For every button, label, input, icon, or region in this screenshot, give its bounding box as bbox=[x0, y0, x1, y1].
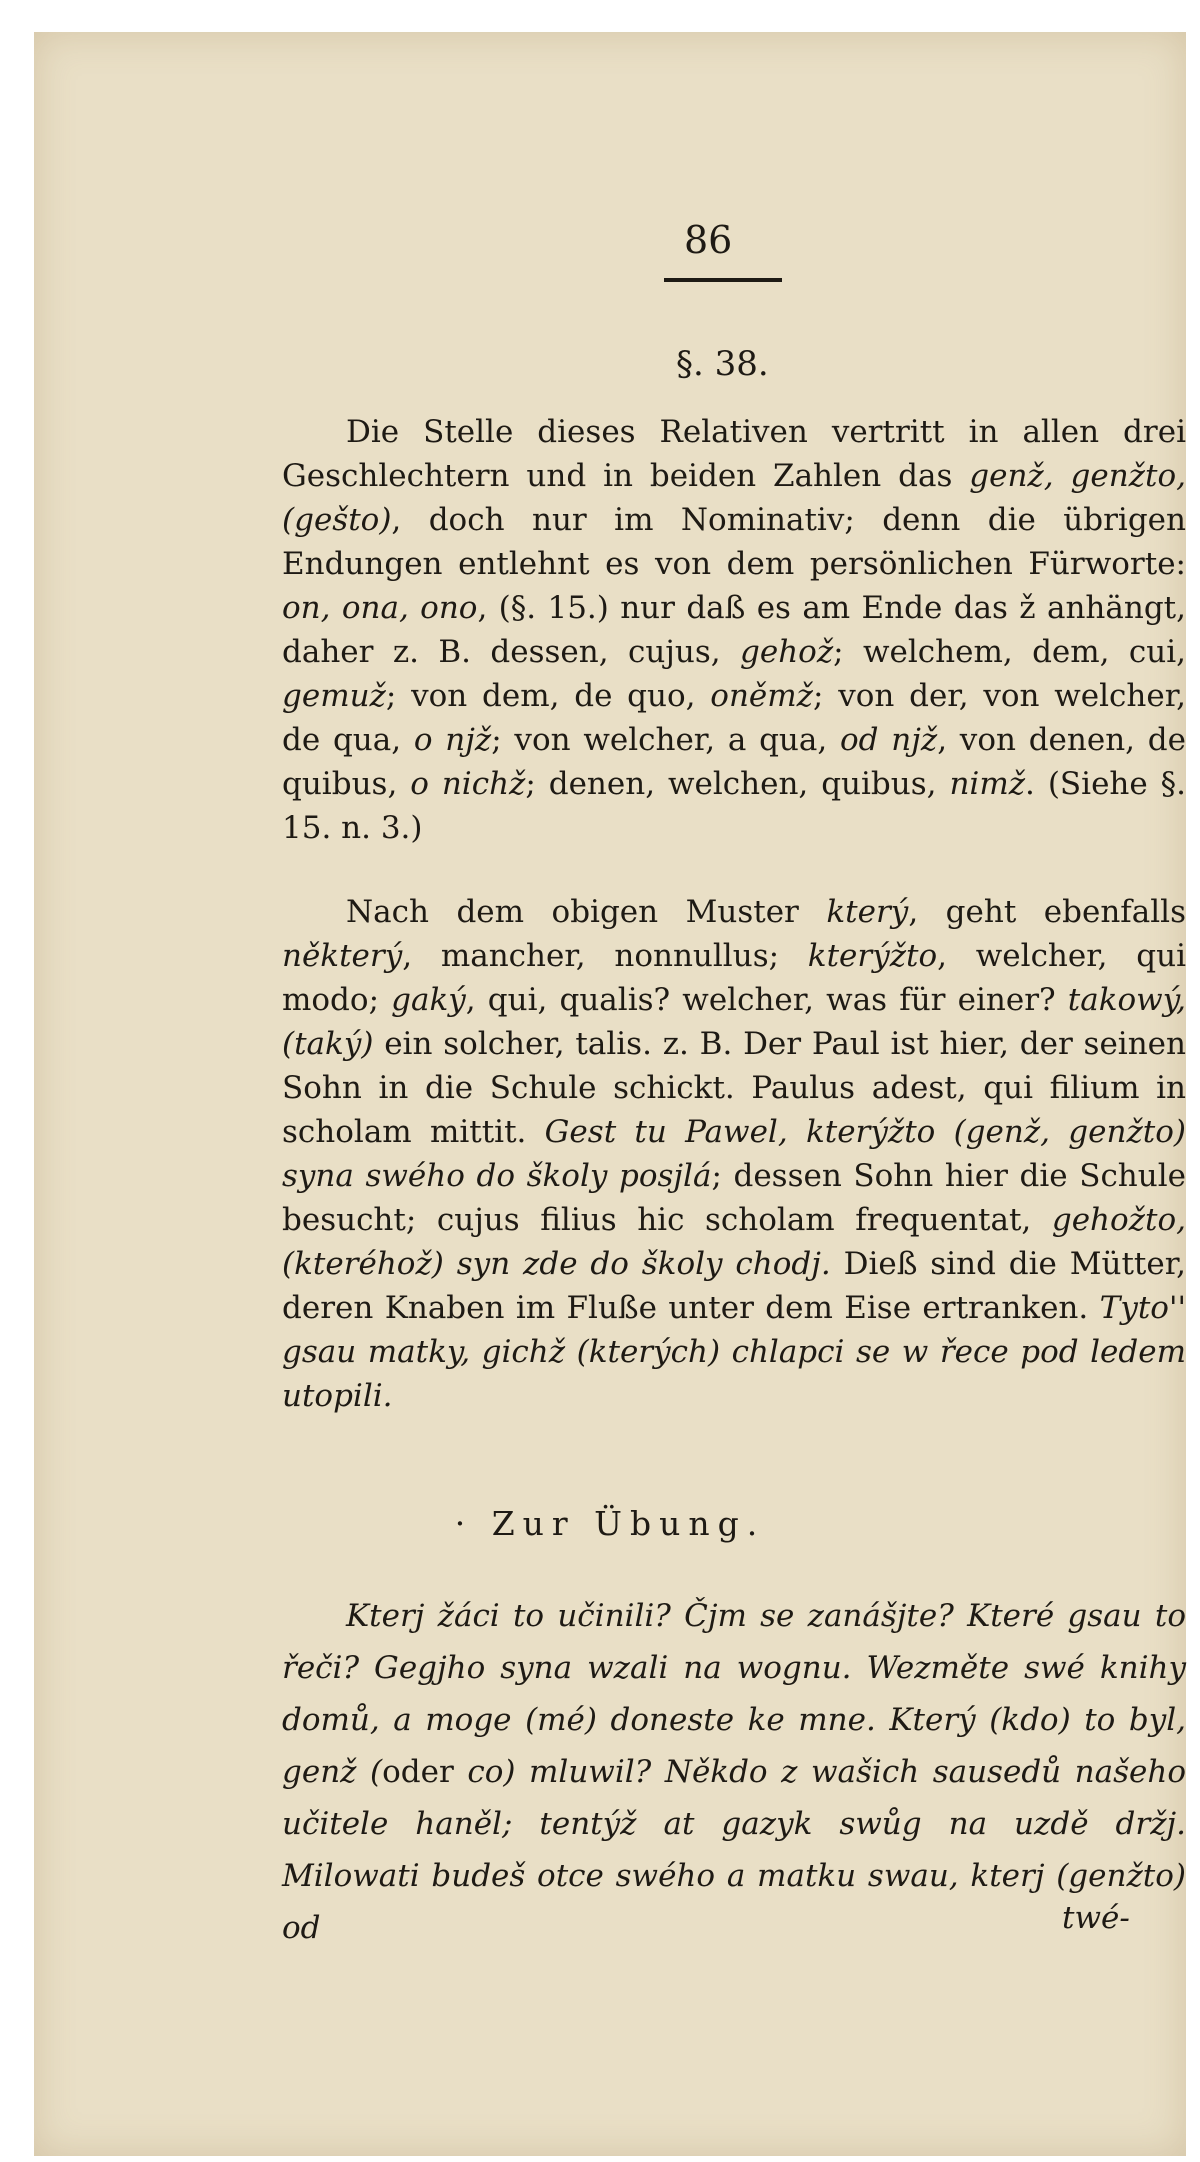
text-segment: ; von der, von welcher, de qua, bbox=[282, 678, 1186, 758]
text-segment: oder bbox=[382, 1754, 454, 1790]
text-segment: . (Siehe §. 15. n. 3.) bbox=[282, 766, 1187, 846]
text-segment: Nach dem obigen Muster bbox=[346, 894, 827, 930]
page-number: 86 bbox=[684, 218, 733, 262]
czech-term: který bbox=[826, 894, 909, 930]
czech-example: Gest tu Pawel, kterýžto (genž, genžto) syna swého do školy posjlá bbox=[282, 1114, 1186, 1194]
text-segment: ; von welcher, a qua, bbox=[491, 722, 840, 758]
book-page bbox=[34, 32, 1186, 2156]
czech-term: gehož bbox=[740, 634, 834, 670]
section-number: §. 38. bbox=[676, 344, 769, 384]
text-segment: ; von dem, de quo, bbox=[385, 678, 711, 714]
text-segment: ; dessen Sohn hier die Schule besucht; cujus filius hic scholam frequentat, bbox=[282, 1158, 1186, 1238]
czech-term: genž, genžto, (gešto) bbox=[282, 458, 1186, 538]
paragraph-relative-pronoun bbox=[282, 410, 1186, 850]
czech-term: od njž bbox=[840, 722, 938, 758]
czech-term: kterýžto bbox=[807, 938, 938, 974]
text-segment: , (§. 15.) nur daß es am Ende das ž anhängt, daher z. B. dessen, cujus, bbox=[282, 590, 1186, 670]
czech-term: gaký bbox=[391, 982, 466, 1018]
text-segment: co) mluwil? Někdo z wašich sausedů našeho učitele haněl; tentýž at gazyk swůg na uzdě držj. Milowati budeš otce swého a matku swau, kterj (genžto) od bbox=[282, 1754, 1186, 1946]
czech-term: o njž bbox=[413, 722, 492, 758]
text-segment: Dieß sind die Mütter, deren Knaben im Fluße unter dem Eise ertranken. bbox=[282, 1246, 1186, 1326]
text-segment: , mancher, nonnullus; bbox=[402, 938, 808, 974]
text-segment: ; welchem, dem, cui, bbox=[833, 634, 1187, 670]
paragraph-examples bbox=[282, 890, 1186, 1418]
czech-term: takowý, (taký) bbox=[282, 982, 1186, 1062]
text-segment: Kterj žáci to učinili? Čjm se zanášjte? Které gsau to řeči? Gegjho syna wzali na wognu. Wezměte swé knihy domů, a moge (mé) doneste ke mne. Který (kdo) to byl, genž ( bbox=[282, 1598, 1186, 1790]
czech-example: gehožto, (kteréhož) syn zde do školy chodj. bbox=[282, 1202, 1186, 1282]
catchword: twé- bbox=[1062, 1900, 1130, 1936]
czech-term: oněmž bbox=[710, 678, 813, 714]
text-segment: Die Stelle dieses Relativen vertritt in allen drei Geschlechtern und in beiden Zahlen das bbox=[282, 414, 1186, 494]
exercise-heading: · Zur Übung. bbox=[454, 1504, 766, 1543]
text-segment: , qui, qualis? welcher, was für einer? bbox=[465, 982, 1068, 1018]
exercise-text bbox=[282, 1590, 1186, 1954]
text-segment: , von denen, de quibus, bbox=[282, 722, 1186, 802]
czech-term: gemuž bbox=[282, 678, 386, 714]
czech-term: nimž bbox=[949, 766, 1026, 802]
czech-example: Tyto'' gsau matky, gichž (kterých) chlapci se w řece pod ledem utopili. bbox=[282, 1290, 1186, 1414]
text-segment: , geht ebenfalls bbox=[908, 894, 1186, 930]
text-segment: ; denen, welchen, quibus, bbox=[525, 766, 950, 802]
text-segment: , welcher, qui modo; bbox=[282, 938, 1186, 1018]
czech-term: on, ona, ono bbox=[282, 590, 478, 626]
text-segment: , doch nur im Nominativ; denn die übrigen Endungen entlehnt es von dem persönlichen Fürworte: bbox=[282, 502, 1186, 582]
text-segment: ein solcher, talis. z. B. Der Paul ist hier, der seinen Sohn in die Schule schickt. Paulus adest, qui filium in scholam mittit. bbox=[282, 1026, 1186, 1150]
czech-term: o nichž bbox=[410, 766, 526, 802]
header-rule bbox=[664, 278, 782, 282]
czech-term: některý bbox=[282, 938, 403, 974]
